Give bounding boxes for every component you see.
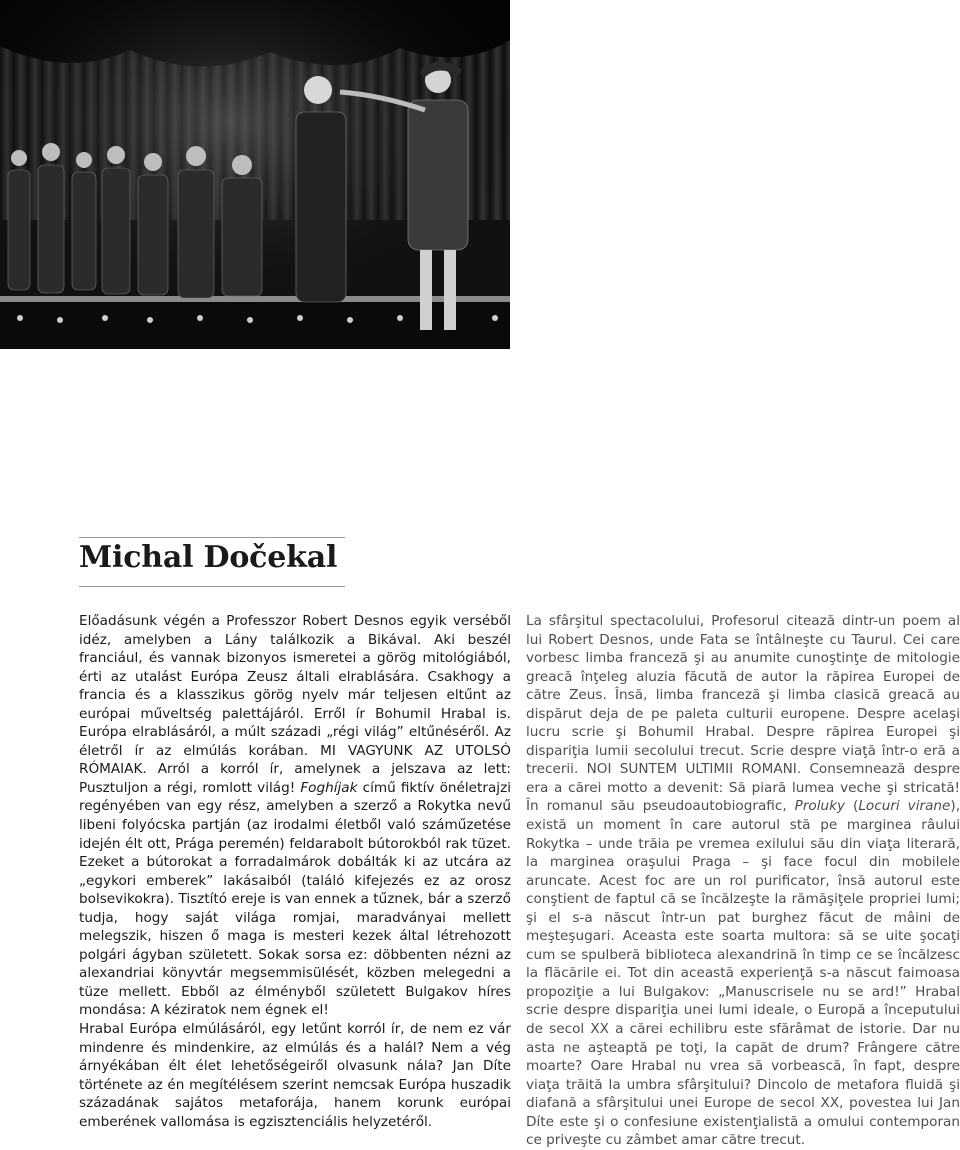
text-run: ), există un moment în care autorul stă pe marginea râului Rokytka – unde trăia pe vremea exilului său din viaţa literară, la marginea oraşului Praga – şi face focul din mobilele aruncate. Acest foc are un rol purificator, însă autorul este conştient de faptul că se încălzeşte la rămăşiţele propriei lumi; şi el s-a născut într-un pat burghez făcut de mâini de meşteşugari. Aceasta este soarta multora: să se uite şocaţi cum se spulberă biblioteca alexandrină în timp ce se încălzesc la flăcările ei. Tot din această experienţă s-a născut faimoasa propoziţie a lui Bulgakov: „Manuscrisele nu se ard!” Hrabal scrie despre dispariţia unei lumi ideale, o Europă a începutului de secol XX a cărei echilibru este sfărâmat de istorie. Dar nu asta ne aşteaptă pe toţi, la capăt de drum? Frângere către moarte? Oare Hrabal nu vrea să vorbească, în fapt, despre viaţa trăită la umbra sfârşitului? Dincolo de metafora fluidă şi diafană a sfârşitului unei Europe de secol XX, povestea lui Jan Díte este şi o confesiune existenţialistă a omului contemporan ce priveşte cu zâmbet amar către trecut. <box>526 798 960 1149</box>
book-title: Foghíjak <box>300 779 358 796</box>
hungarian-paragraph-1 <box>79 612 511 1020</box>
book-title-translation: Locuri virane <box>858 798 951 815</box>
author-title: Michal Dočekal <box>79 540 338 575</box>
text-run: ( <box>845 798 859 815</box>
hungarian-column <box>79 612 511 1131</box>
title-bottom-rule <box>79 586 345 587</box>
romanian-paragraph-1 <box>526 612 960 1150</box>
stage-photo-illustration <box>0 0 510 349</box>
book-title: Proluky <box>794 798 846 815</box>
text-run: című fiktív önéletrajzi regényében van egy rész, amelyben a szerző a Rokytka nevű libeni folyócska partján (az irodalmi életből való száműzetése idején élt ott, Prága peremén) feldarabolt bútorokból rak tüzet. Ezeket a bútorokat a forradalmárok dobálták ki az utcára az „egykori emberek” lakásaiból (találó kifejezés ez az orosz bolsevikokra). Tisztító ereje is van ennek a tűznek, bár a szerző tudja, hogy saját világa romjai, maradványai mellett melegszik, hiszen ő maga is mesteri kezek által létrehozott polgári ágyban született. Sokak sorsa ez: döbbenten nézni az alexandriai könyvtár megsemmisülését, közben melegedni a tüze mellett. Ebből az élményből született Bulgakov híres mondása: A kéziratok nem égnek el! <box>79 779 511 1019</box>
title-top-rule <box>79 537 345 538</box>
text-run: Előadásunk végén a Professzor Robert Desnos egyik verséből idéz, amelyben a Lány találkozik a Bikával. Aki beszél franciául, és vannak bizonyos ismeretei a görög mitológiából, érti az utalást Európa Zeusz általi elrablására. Csakhogy a francia és a klasszikus görög nyelv már teljesen eltűnt az európai műveltség palettájáról. Erről ír Bohumil Hrabal is. Európa elrablásáról, a múlt századi „régi világ” eltűnéséről. Az életről ír az elmúlás korában. MI VAGYUNK AZ UTOLSÓ RÓMAIAK. Arról a korról ír, amelynek a jelszava az lett: Pusztuljon a régi, romlott világ! <box>79 613 511 796</box>
stage-photo <box>0 0 510 349</box>
romanian-column <box>526 612 960 1150</box>
text-run: La sfârşitul spectacolului, Profesorul citează dintr-un poem al lui Robert Desnos, unde Fata se întâlneşte cu Taurul. Cei care vorbesc limba franceză şi au anumite cunoştinţe de mitologie greacă înţeleg aluzia făcută de autor la răpirea Europei de către Zeus. Însă, limba franceză şi limba clasică greacă au dispărut deja de pe paleta culturii europene. Despre acelaşi lucru scrie şi Bohumil Hrabal. Despre răpirea Europei şi dispariţia lumii secolului trecut. Scrie despre viaţă într-o eră a trecerii. NOI SUNTEM ULTIMII ROMANI. Consemnează despre era a cărei motto a devenit: Să piară lumea veche şi stricată! În romanul său pseudoautobiografic, <box>526 613 960 815</box>
hungarian-paragraph-2: Hrabal Európa elmúlásáról, egy letűnt korról ír, de nem ez vár mindenre és mindenkire, az elmúlás és a halál? Nem a vég árnyékában élt élet lehetőségeiről olvasunk nála? Jan Díte története az én megítélésem szerint nemcsak Európa huszadik századának sajátos metaforája, hanem korunk európai emberének vallomása is egzisztenciális helyzetéről. <box>79 1021 511 1130</box>
